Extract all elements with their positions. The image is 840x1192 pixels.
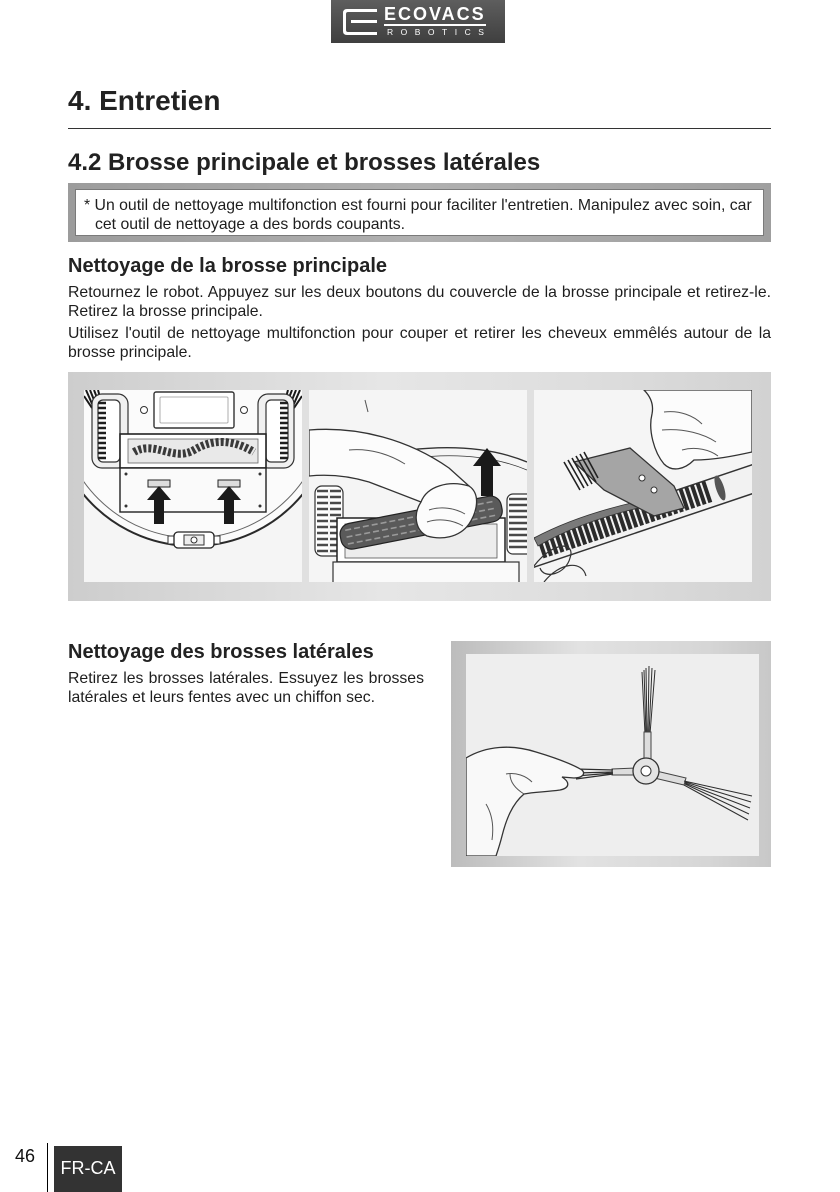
subsection-title: 4.2 Brosse principale et brosses latérales: [68, 149, 541, 176]
side-brush-panel: [466, 654, 759, 856]
battery-cover: [141, 392, 248, 428]
locale-tab: FR-CA: [54, 1146, 122, 1192]
hand: [644, 390, 752, 469]
side-brush: [576, 666, 752, 820]
brush-removal-illustration: [309, 390, 527, 582]
cover-release-button-right: [218, 480, 240, 487]
brush-removal-panel: [309, 390, 527, 582]
section-title: 4. Entretien: [68, 85, 221, 116]
side-brush-figure: [451, 641, 771, 867]
main-brush-compartment: [120, 434, 266, 468]
main-brush-heading: Nettoyage de la brosse principale: [68, 255, 387, 277]
right-wheel: [507, 494, 527, 554]
side-brush-illustration: [466, 654, 759, 856]
robot-underside-illustration: [84, 390, 302, 582]
hair-cutting-illustration: [534, 390, 752, 582]
robot-underside-panel: [84, 390, 302, 582]
hand: [466, 747, 584, 856]
caution-note-text: * Un outil de nettoyage multifonction est fourni pour faciliter l'entretien. Manipulez avec soin, car cet outil de nettoyage a des bords coupants.: [84, 197, 752, 233]
caster-wheel: [168, 532, 220, 548]
main-brush-instructions: [68, 283, 771, 362]
main-brush-paragraph-1: Retournez le robot. Appuyez sur les deux boutons du couvercle de la brosse principale et retirez-le. Retirez la brosse principale.: [68, 284, 771, 320]
side-brush-paragraph: Retirez les brosses latérales. Essuyez les brosses latérales et leurs fentes avec un chiffon sec.: [68, 670, 424, 706]
page-number: 46: [15, 1146, 36, 1166]
main-brush-figure: [68, 372, 771, 601]
section-divider: [68, 128, 771, 129]
cover-release-button-left: [148, 480, 170, 487]
caution-note-box: [68, 183, 771, 242]
caution-note-inner: [75, 189, 764, 236]
arrow-up-icon: [473, 448, 501, 496]
ecovacs-logo-icon: [343, 7, 379, 37]
logo-brand-text: ECOVACS: [384, 4, 486, 24]
logo-tagline-text: ROBOTICS: [387, 27, 492, 37]
main-brush-paragraph-2: Utilisez l'outil de nettoyage multifonction pour couper et retirer les cheveux emmêlés autour de la brosse principale.: [68, 325, 771, 361]
side-brush-heading: Nettoyage des brosses latérales: [68, 641, 374, 663]
brand-logo: [331, 0, 505, 43]
footer-divider: [47, 1143, 48, 1192]
brush-cover: [120, 468, 266, 512]
hair-cutting-panel: [534, 390, 752, 582]
